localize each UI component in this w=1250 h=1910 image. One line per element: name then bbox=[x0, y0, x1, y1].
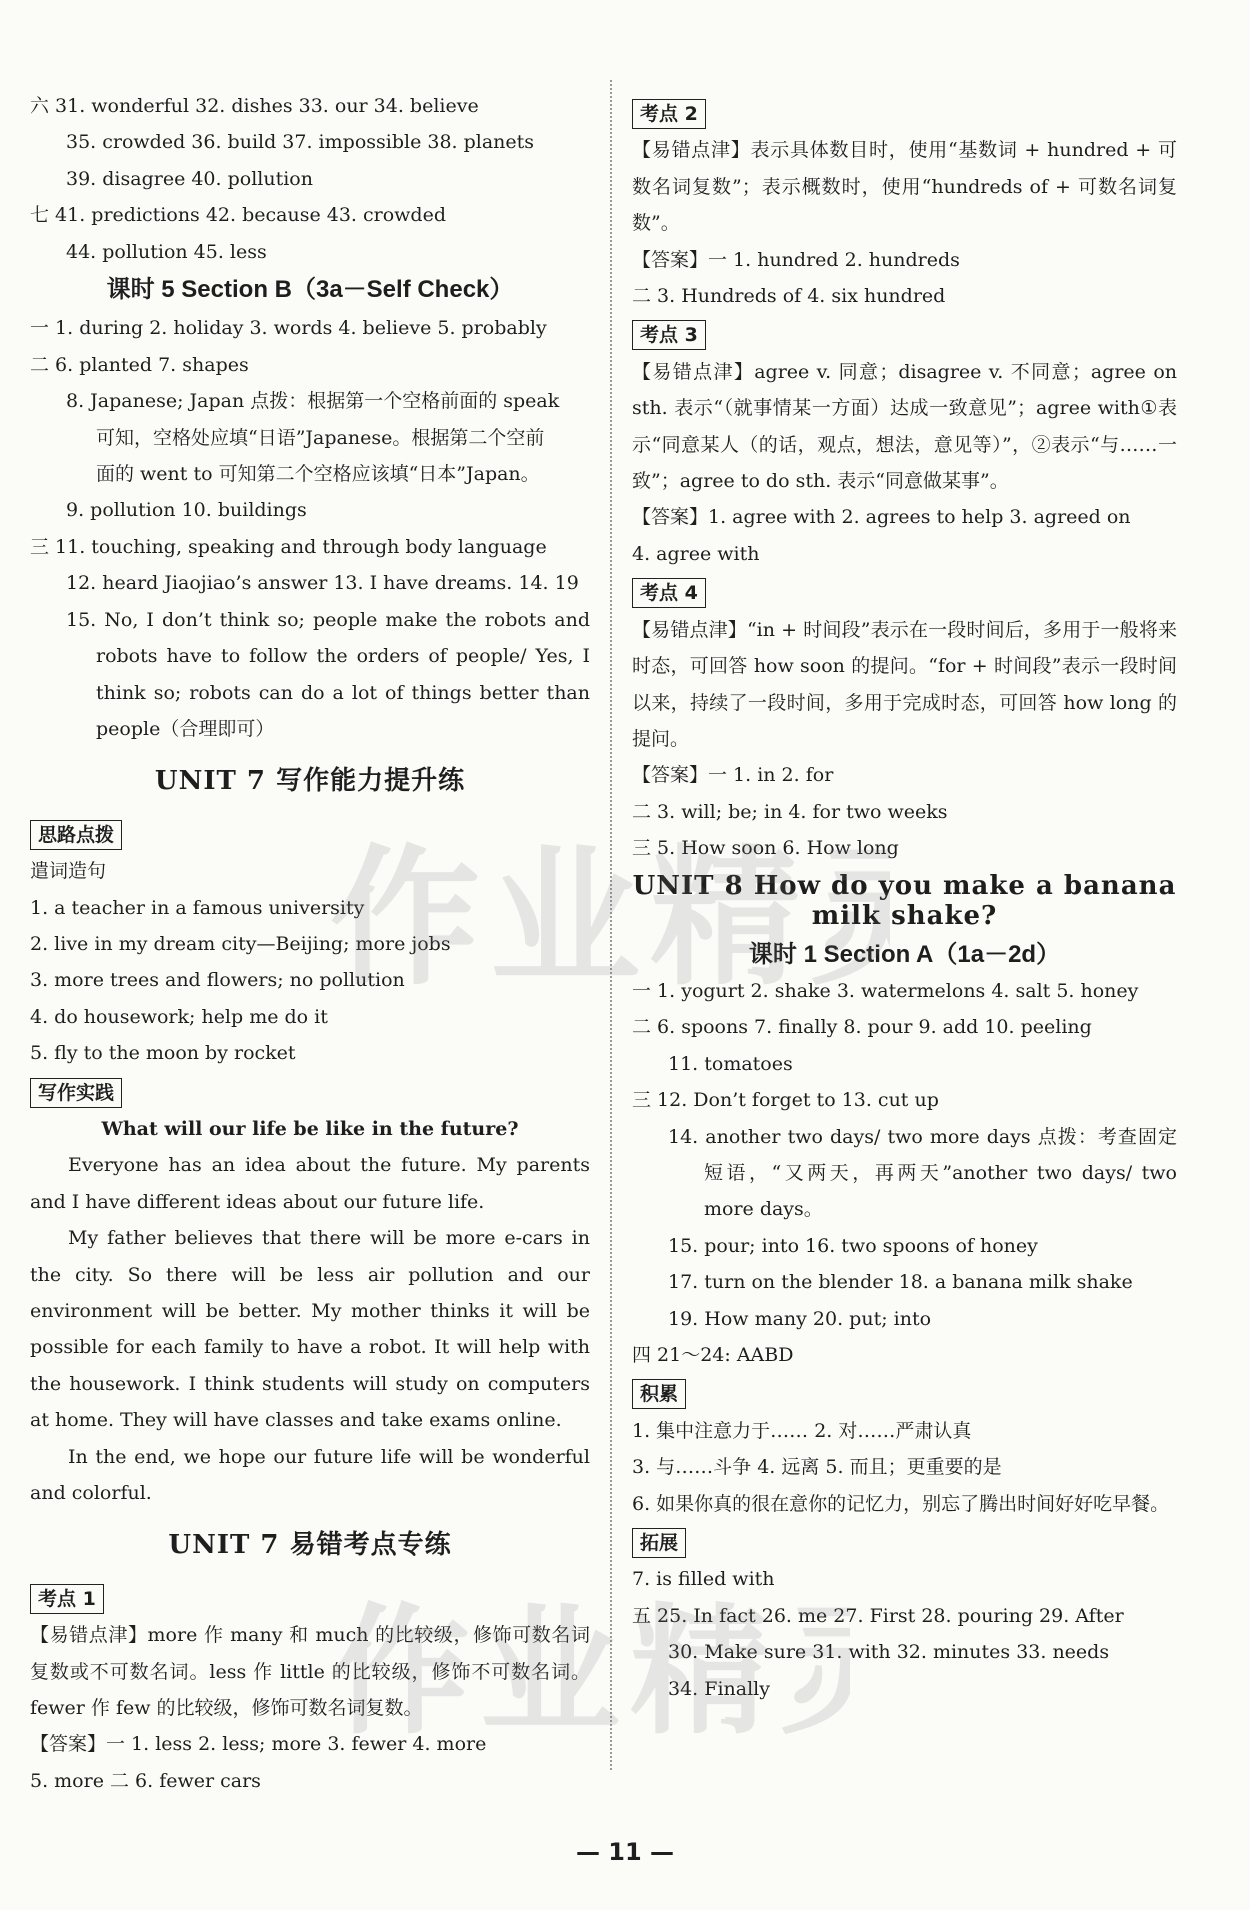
subheading: 遣词造句 bbox=[30, 860, 107, 883]
answer-line: 面的 went to 可知第二个空格应该填“日本”Japan。 bbox=[96, 463, 540, 486]
answer-line: 七 41. predictions 42. because 43. crowded bbox=[30, 204, 446, 227]
answer-line: 二 3. Hundreds of 4. six hundred bbox=[632, 285, 946, 308]
tip-paragraph: 【易错点津】agree v. 同意；disagree v. 不同意；agree on sth. 表示“（就事情某一方面）达成一致意见”；agree with①表示“同意某人（的话，观点，想法，意见等）”，②表示“与……一致”；agree to do sth. 表示“同意做某事”。 bbox=[632, 360, 1177, 493]
answer-line: 34. Finally bbox=[668, 1677, 770, 1700]
section-box-jilei: 积累 bbox=[632, 1379, 686, 1409]
answer-line: 五 25. In fact 26. me 27. First 28. pouring 29. After bbox=[632, 1604, 1124, 1627]
answer-line: 二 6. planted 7. shapes bbox=[30, 353, 249, 376]
section-box-kaodian2: 考点 2 bbox=[632, 99, 706, 129]
answer-line: 一 1. yogurt 2. shake 3. watermelons 4. salt 5. honey bbox=[632, 979, 1139, 1002]
answer-line: 六 31. wonderful 32. dishes 33. our 34. believe bbox=[30, 95, 479, 117]
tip-paragraph: 【易错点津】“in + 时间段”表示在一段时间后，多用于一般将来时态，可回答 how soon 的提问。“for + 时间段”表示一段时间以来，持续了一段时间，多用于完成时态，可回答 how long 的提问。 bbox=[632, 618, 1177, 750]
watermark-logo-icon bbox=[330, 1580, 850, 1750]
unit-heading-cont: milk shake? bbox=[811, 900, 998, 931]
answer-line: 二 6. spoons 7. finally 8. pour 9. add 10. peeling bbox=[632, 1016, 1092, 1039]
section-box-kaodian1: 考点 1 bbox=[30, 1584, 104, 1614]
lesson-heading: 课时 5 Section B（3a－Self Check） bbox=[106, 276, 514, 304]
answer-line: 四 21～24: AABD bbox=[632, 1344, 794, 1366]
answer-line: 15. pour; into 16. two spoons of honey bbox=[668, 1234, 1038, 1257]
answer-line: 44. pollution 45. less bbox=[66, 240, 267, 263]
answer-line: 1. 集中注意力于…… 2. 对……严肃认真 bbox=[632, 1419, 972, 1442]
svg-text:作业精灵: 作业精 bbox=[330, 1591, 781, 1750]
section-box-kaodian4: 考点 4 bbox=[632, 578, 706, 608]
answer-line: 8. Japanese; Japan 点拨：根据第一个空格前面的 speak bbox=[66, 390, 560, 413]
answer-line: 1. a teacher in a famous university bbox=[30, 896, 365, 919]
watermark-upper bbox=[330, 830, 890, 1036]
unit-heading: UNIT 8 How do you make a banana bbox=[632, 870, 1177, 901]
essay-paragraph: In the end, we hope our future life will be wonderful and colorful. bbox=[30, 1445, 590, 1505]
answer-line: 5. fly to the moon by rocket bbox=[30, 1042, 296, 1065]
tip-paragraph: 【易错点津】表示具体数目时，使用“基数词 + hundred + 可数名词复数”；表示概数时，使用“hundreds of + 可数名词复数”。 bbox=[632, 139, 1177, 235]
unit-heading: UNIT 7 易错考点专练 bbox=[168, 1530, 452, 1561]
answer-line: 39. disagree 40. pollution bbox=[66, 167, 313, 190]
svg-text:作业精灵: 作业精 bbox=[330, 832, 811, 1000]
answer-line: 三 11. touching, speaking and through body language bbox=[30, 535, 547, 558]
section-box-tuozhan: 拓展 bbox=[632, 1528, 686, 1558]
answer-line: 【答案】1. agree with 2. agrees to help 3. agreed on bbox=[632, 506, 1131, 529]
answer-line: 30. Make sure 31. with 32. minutes 33. needs bbox=[668, 1641, 1110, 1664]
essay-title: What will our life be like in the future? bbox=[101, 1117, 519, 1140]
answer-line: 19. How many 20. put; into bbox=[668, 1307, 932, 1330]
watermark-lower bbox=[330, 1580, 850, 1754]
answer-line: 12. heard Jiaojiao’s answer 13. I have dreams. 14. 19 bbox=[66, 572, 579, 595]
answer-line: 35. crowded 36. build 37. impossible 38. planets bbox=[66, 131, 535, 154]
answer-line: 2. live in my dream city—Beijing; more jobs bbox=[30, 932, 451, 955]
answer-paragraph: 6. 如果你真的很在意你的记忆力，别忘了腾出时间好好吃早餐。 bbox=[632, 1492, 1170, 1515]
answer-line: 9. pollution 10. buildings bbox=[66, 499, 307, 522]
answer-line: 11. tomatoes bbox=[668, 1052, 793, 1075]
answer-line: 3. 与……斗争 4. 远离 5. 而且；更重要的是 bbox=[632, 1456, 1002, 1479]
essay-paragraph: Everyone has an idea about the future. My parents and I have different ideas about our future life. bbox=[30, 1154, 590, 1213]
answer-line: 【答案】一 1. hundred 2. hundreds bbox=[632, 248, 960, 271]
answer-line: 5. more 二 6. fewer cars bbox=[30, 1769, 261, 1792]
answer-line: 三 12. Don’t forget to 13. cut up bbox=[632, 1089, 939, 1112]
answer-line: 4. do housework; help me do it bbox=[30, 1005, 328, 1028]
section-box-kaodian3: 考点 3 bbox=[632, 320, 706, 350]
tip-paragraph: 【易错点津】more 作 many 和 much 的比较级，修饰可数名词复数或不可数名词。less 作 little 的比较级，修饰不可数名词。fewer 作 few 的比较级，修饰可数名词复数。 bbox=[30, 1624, 590, 1720]
essay-paragraph: My father believes that there will be more e-cars in the city. So there will be less air pollution and our environment will be better. My mother thinks it will be possible for each family to have a robot. It will help with the housework. I think students will study on computers at home. They will have classes and take exams online. bbox=[30, 1227, 590, 1432]
answer-paragraph: 14. another two days/ two more days 点拨：考查固定短语，“又两天，再两天”another two days/ two more days。 bbox=[668, 1125, 1177, 1221]
answer-line: 三 5. How soon 6. How long bbox=[632, 837, 899, 860]
unit-heading: UNIT 7 写作能力提升练 bbox=[154, 766, 466, 797]
answer-line: 17. turn on the blender 18. a banana milk shake bbox=[668, 1271, 1133, 1294]
answer-line: 二 3. will; be; in 4. for two weeks bbox=[632, 800, 948, 823]
lesson-heading: 课时 1 Section A（1a－2d） bbox=[748, 940, 1061, 968]
answer-line: 4. agree with bbox=[632, 542, 760, 565]
answer-line: 可知，空格处应填“日语”Japanese。根据第二个空前 bbox=[96, 426, 545, 449]
answer-line: 7. is filled with bbox=[632, 1568, 775, 1591]
answer-line: 【答案】一 1. in 2. for bbox=[632, 764, 834, 787]
watermark-logo-icon bbox=[330, 830, 890, 1000]
answer-line: 一 1. during 2. holiday 3. words 4. believe 5. probably bbox=[30, 317, 547, 340]
answer-line: 3. more trees and flowers; no pollution bbox=[30, 969, 405, 992]
section-box-silu: 思路点拨 bbox=[30, 820, 122, 850]
section-box-xiezuo: 写作实践 bbox=[30, 1078, 122, 1108]
answer-line: 【答案】一 1. less 2. less; more 3. fewer 4. more bbox=[30, 1733, 487, 1756]
answer-paragraph: 15. No, I don’t think so; people make the robots and robots have to follow the orders of people/ Yes, I think so; robots can do a lot of things better than people（合理即可） bbox=[66, 608, 590, 740]
page-number: — 11 — bbox=[575, 1838, 675, 1866]
